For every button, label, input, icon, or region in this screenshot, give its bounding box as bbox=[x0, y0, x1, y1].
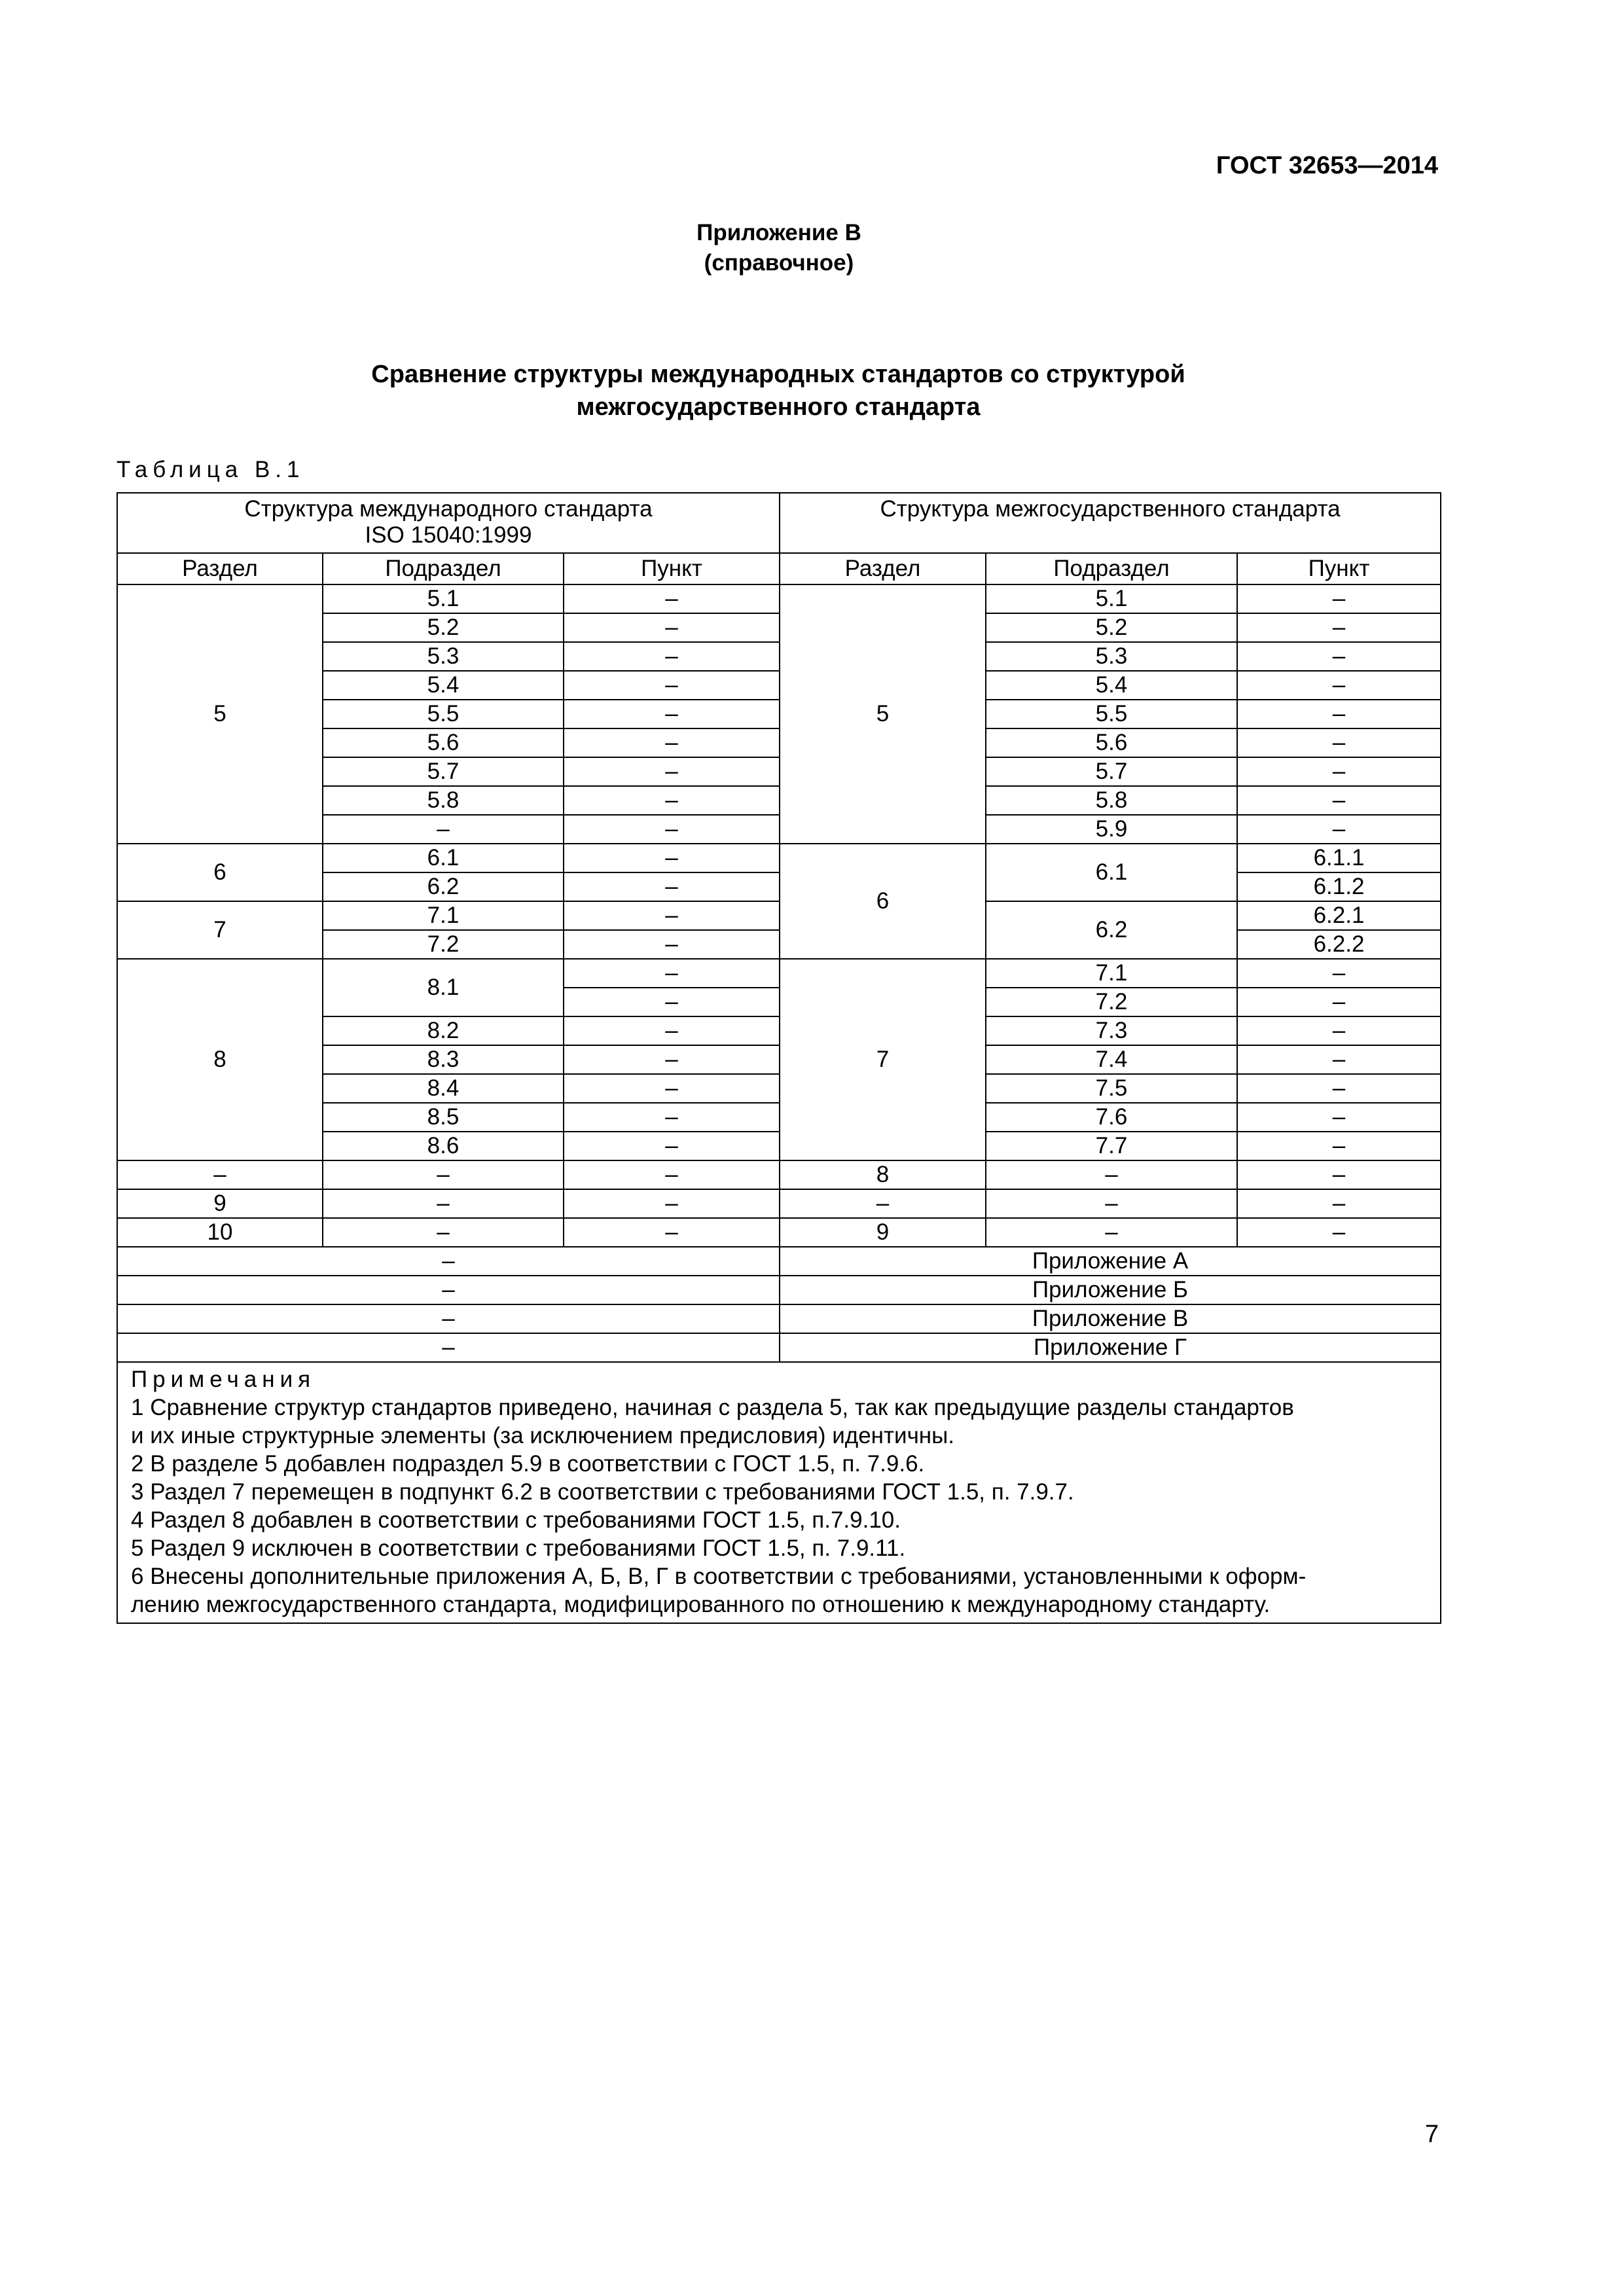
table-cell: 5.6 bbox=[323, 728, 564, 757]
table-cell: 5 bbox=[780, 584, 986, 844]
table-cell: – bbox=[564, 728, 780, 757]
table-row bbox=[117, 1160, 1441, 1189]
appendix-subtitle: (справочное) bbox=[704, 250, 854, 276]
note-line: 5 Раздел 9 исключен в соответствии с требованиями ГОСТ 1.5, п. 7.9.11. bbox=[131, 1535, 906, 1561]
note-line: 2 В разделе 5 добавлен подраздел 5.9 в соответствии с ГОСТ 1.5, п. 7.9.6. bbox=[131, 1451, 925, 1477]
table-cell: – bbox=[564, 1160, 780, 1189]
table-cell: 5.1 bbox=[986, 584, 1237, 613]
table-cell: – bbox=[986, 1160, 1237, 1189]
table-cell: – bbox=[1237, 1016, 1441, 1045]
table-row bbox=[117, 1247, 1441, 1276]
appendix-heading bbox=[0, 218, 1558, 278]
table-cell: – bbox=[1237, 613, 1441, 642]
table-row bbox=[117, 1218, 1441, 1247]
table-cell: 8.4 bbox=[323, 1074, 564, 1103]
table-cell: 5.3 bbox=[986, 642, 1237, 671]
table-cell: – bbox=[564, 613, 780, 642]
table-row bbox=[117, 1333, 1441, 1362]
table-cell: 6.1.2 bbox=[1237, 872, 1441, 901]
table-cell: – bbox=[1237, 1189, 1441, 1218]
table-row bbox=[117, 584, 1441, 613]
table-cell: 6.2.2 bbox=[1237, 930, 1441, 959]
table-cell: – bbox=[1237, 700, 1441, 728]
table-cell: – bbox=[564, 642, 780, 671]
table-cell: – bbox=[564, 1132, 780, 1160]
table-cell: – bbox=[117, 1333, 780, 1362]
table-cell: 7.1 bbox=[323, 901, 564, 930]
table-cell: – bbox=[564, 872, 780, 901]
table-cell: 5.7 bbox=[323, 757, 564, 786]
table-cell: – bbox=[564, 700, 780, 728]
table-row bbox=[117, 844, 1441, 872]
table-cell: – bbox=[1237, 815, 1441, 844]
table-cell: – bbox=[564, 959, 780, 988]
table-row bbox=[117, 1276, 1441, 1304]
table-cell: – bbox=[323, 1218, 564, 1247]
table-cell: – bbox=[323, 815, 564, 844]
table-cell: – bbox=[1237, 959, 1441, 988]
note-line: и их иные структурные элементы (за исключением предисловия) идентичны. bbox=[131, 1423, 955, 1448]
table-cell: 6 bbox=[780, 844, 986, 959]
table-cell: – bbox=[1237, 1045, 1441, 1074]
table-cell: – bbox=[564, 1016, 780, 1045]
table-cell: 8.6 bbox=[323, 1132, 564, 1160]
table-cell: – bbox=[564, 1045, 780, 1074]
appendix-title: Приложение В bbox=[696, 220, 861, 245]
table-cell: 5.5 bbox=[323, 700, 564, 728]
header-line: Структура международного стандарта bbox=[244, 496, 653, 522]
table-cell: – bbox=[117, 1160, 323, 1189]
table-cell: – bbox=[780, 1189, 986, 1218]
column-header: Раздел bbox=[117, 553, 323, 584]
table-subheader-row bbox=[117, 553, 1441, 584]
table-cell: 5 bbox=[117, 584, 323, 844]
table-cell: – bbox=[1237, 1074, 1441, 1103]
table-cell: – bbox=[986, 1189, 1237, 1218]
column-header: Подраздел bbox=[986, 553, 1237, 584]
table-cell: 7.4 bbox=[986, 1045, 1237, 1074]
table-cell: 5.4 bbox=[986, 671, 1237, 700]
table-cell: – bbox=[564, 988, 780, 1016]
table-cell: 8.1 bbox=[323, 959, 564, 1016]
table-cell: 8.2 bbox=[323, 1016, 564, 1045]
column-header: Подраздел bbox=[323, 553, 564, 584]
table-cell: – bbox=[986, 1218, 1237, 1247]
table-cell: – bbox=[323, 1189, 564, 1218]
table-header-row bbox=[117, 493, 1441, 553]
table-cell: – bbox=[1237, 728, 1441, 757]
table-cell: 5.2 bbox=[986, 613, 1237, 642]
intl-structure-header bbox=[117, 493, 780, 553]
table-cell: 7.6 bbox=[986, 1103, 1237, 1132]
page-number: 7 bbox=[1424, 2121, 1439, 2148]
table-cell: – bbox=[1237, 671, 1441, 700]
table-cell: – bbox=[564, 815, 780, 844]
column-header: Раздел bbox=[780, 553, 986, 584]
note-line: 4 Раздел 8 добавлен в соответствии с требованиями ГОСТ 1.5, п.7.9.10. bbox=[131, 1507, 901, 1533]
column-header: Пункт bbox=[564, 553, 780, 584]
table-cell: 6.2 bbox=[323, 872, 564, 901]
table-cell: 10 bbox=[117, 1218, 323, 1247]
table-cell: – bbox=[1237, 584, 1441, 613]
table-cell: 7.5 bbox=[986, 1074, 1237, 1103]
table-cell: 5.2 bbox=[323, 613, 564, 642]
table-cell: 8 bbox=[117, 959, 323, 1160]
table-cell: 7 bbox=[780, 959, 986, 1160]
table-cell: Приложение Г bbox=[780, 1333, 1441, 1362]
table-cell: Приложение В bbox=[780, 1304, 1441, 1333]
table-cell: 5.3 bbox=[323, 642, 564, 671]
table-cell: 9 bbox=[117, 1189, 323, 1218]
table-cell: – bbox=[564, 1218, 780, 1247]
table-row bbox=[117, 959, 1441, 988]
table-cell: – bbox=[564, 786, 780, 815]
header-line: ISO 15040:1999 bbox=[365, 522, 532, 548]
document-title-line: Сравнение структуры международных стандартов со структурой bbox=[371, 361, 1185, 388]
table-cell: 5.9 bbox=[986, 815, 1237, 844]
notes-title: Примечания bbox=[131, 1367, 316, 1392]
table-cell: 8.3 bbox=[323, 1045, 564, 1074]
table-row bbox=[117, 1189, 1441, 1218]
table-caption: Таблица В.1 bbox=[117, 457, 305, 482]
table-cell: – bbox=[1237, 757, 1441, 786]
table-cell: – bbox=[564, 930, 780, 959]
table-cell: – bbox=[323, 1160, 564, 1189]
note-line: 3 Раздел 7 перемещен в подпункт 6.2 в соответствии с требованиями ГОСТ 1.5, п. 7.9.7. bbox=[131, 1479, 1074, 1505]
table-cell: 6 bbox=[117, 844, 323, 901]
table-cell: 5.7 bbox=[986, 757, 1237, 786]
table-cell: – bbox=[117, 1247, 780, 1276]
table-cell: – bbox=[1237, 988, 1441, 1016]
table-cell: – bbox=[1237, 1132, 1441, 1160]
document-title-line: межгосударственного стандарта bbox=[576, 393, 981, 421]
table-cell: 6.1 bbox=[986, 844, 1237, 901]
table-cell: – bbox=[1237, 642, 1441, 671]
table-cell: – bbox=[117, 1276, 780, 1304]
table-cell: 5.1 bbox=[323, 584, 564, 613]
table-cell: – bbox=[564, 844, 780, 872]
table-cell: – bbox=[1237, 1218, 1441, 1247]
table-cell: 5.6 bbox=[986, 728, 1237, 757]
national-structure-header: Структура межгосударственного стандарта bbox=[780, 493, 1441, 553]
table-cell: Приложение А bbox=[780, 1247, 1441, 1276]
table-cell: 6.1 bbox=[323, 844, 564, 872]
table-cell: 7.1 bbox=[986, 959, 1237, 988]
table-cell: 8.5 bbox=[323, 1103, 564, 1132]
table-row bbox=[117, 901, 1441, 930]
table-cell: – bbox=[117, 1304, 780, 1333]
table-cell: – bbox=[1237, 1103, 1441, 1132]
table-cell: – bbox=[564, 901, 780, 930]
table-cell: 7.7 bbox=[986, 1132, 1237, 1160]
table-cell: 9 bbox=[780, 1218, 986, 1247]
document-code: ГОСТ 32653—2014 bbox=[1216, 152, 1438, 179]
table-cell: 7.2 bbox=[986, 988, 1237, 1016]
table-cell: 8 bbox=[780, 1160, 986, 1189]
table-cell: 7.2 bbox=[323, 930, 564, 959]
table-cell: 7 bbox=[117, 901, 323, 959]
table-cell: – bbox=[564, 1189, 780, 1218]
notes-row bbox=[117, 1362, 1441, 1623]
table-cell: – bbox=[564, 584, 780, 613]
table-cell: 6.2.1 bbox=[1237, 901, 1441, 930]
table-cell: 6.1.1 bbox=[1237, 844, 1441, 872]
table-cell: – bbox=[1237, 1160, 1441, 1189]
note-line: 1 Сравнение структур стандартов приведено, начиная с раздела 5, так как предыдущие разделы стандартов bbox=[131, 1395, 1294, 1420]
table-cell: – bbox=[564, 1103, 780, 1132]
document-title bbox=[0, 358, 1557, 423]
table-cell: – bbox=[1237, 786, 1441, 815]
table-cell: – bbox=[564, 671, 780, 700]
table-cell: 5.8 bbox=[323, 786, 564, 815]
table-cell: 6.2 bbox=[986, 901, 1237, 959]
note-line: лению межгосударственного стандарта, модифицированного по отношению к международному стандарту. bbox=[131, 1592, 1271, 1617]
table-notes bbox=[117, 1362, 1441, 1623]
table-cell: 5.4 bbox=[323, 671, 564, 700]
table-row bbox=[117, 1304, 1441, 1333]
table-cell: 5.8 bbox=[986, 786, 1237, 815]
structure-comparison-table bbox=[117, 492, 1441, 1624]
table-cell: 5.5 bbox=[986, 700, 1237, 728]
table-cell: 7.3 bbox=[986, 1016, 1237, 1045]
table-cell: – bbox=[564, 1074, 780, 1103]
column-header: Пункт bbox=[1237, 553, 1441, 584]
note-line: 6 Внесены дополнительные приложения А, Б, В, Г в соответствии с требованиями, установленными к оформ- bbox=[131, 1564, 1307, 1589]
table-cell: Приложение Б bbox=[780, 1276, 1441, 1304]
table-cell: – bbox=[564, 757, 780, 786]
